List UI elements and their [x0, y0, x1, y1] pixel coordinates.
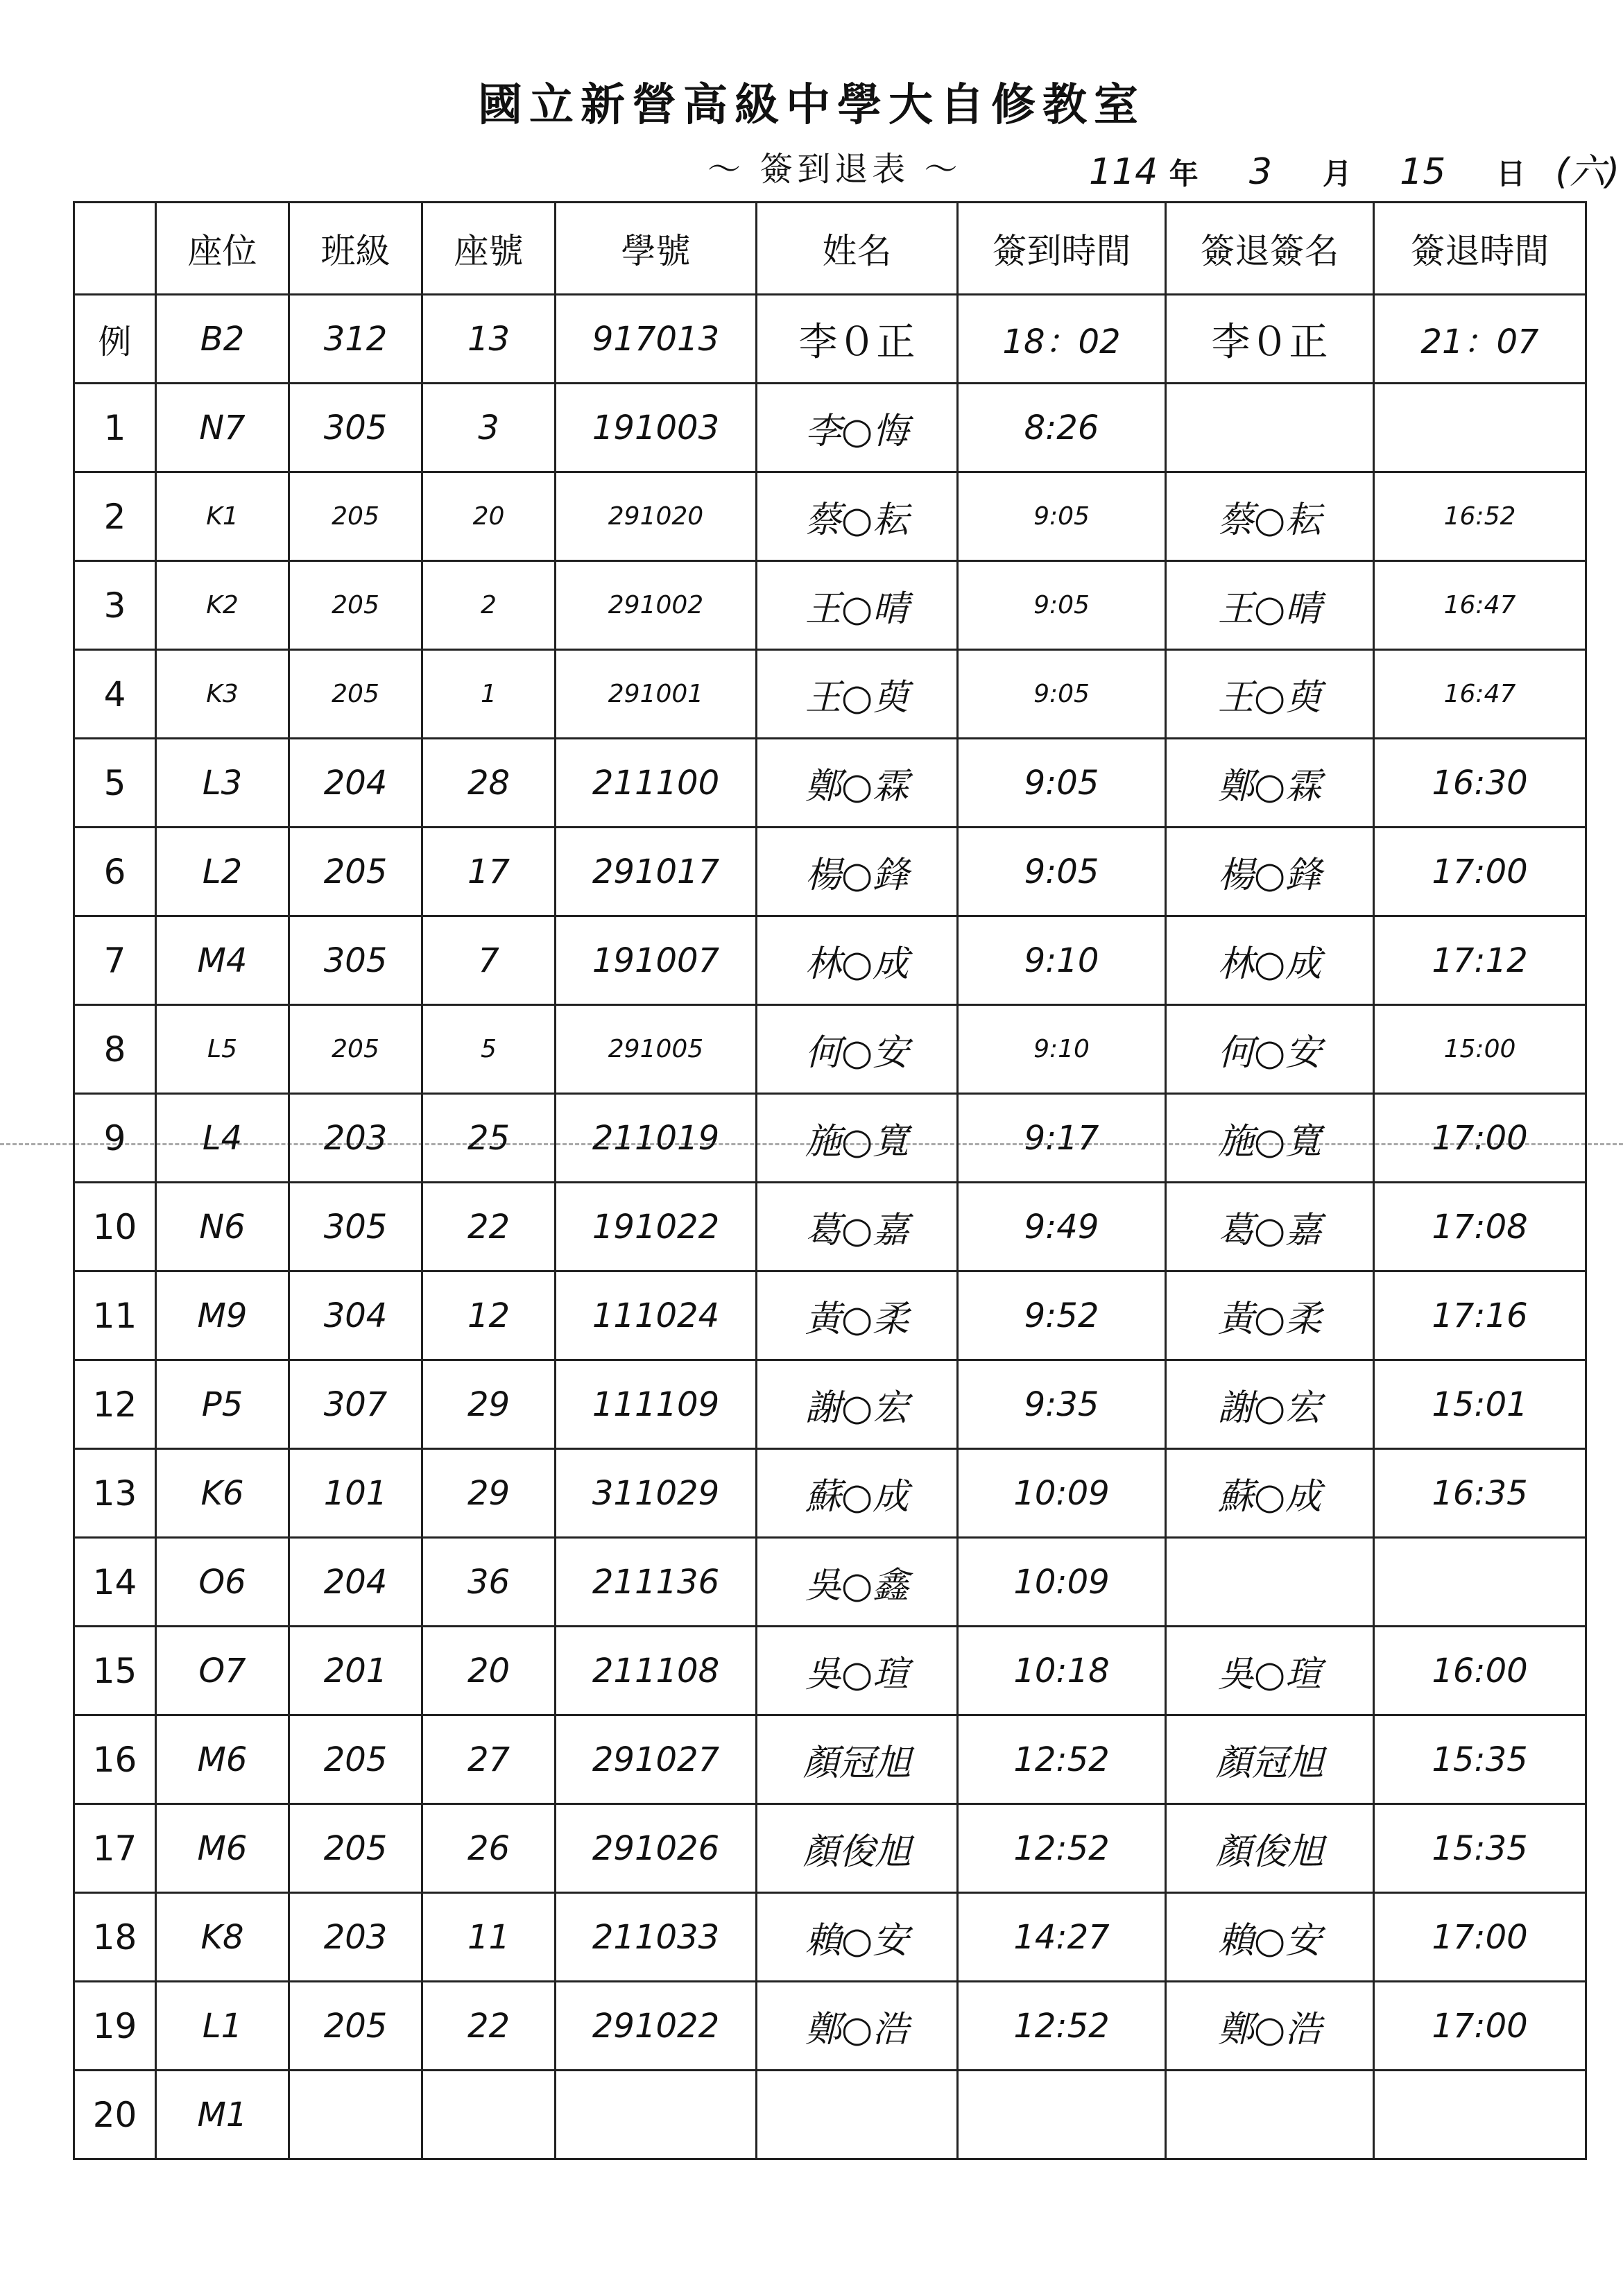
signin-table	[73, 201, 1587, 2160]
name-signature: 吳○瑄	[757, 1627, 958, 1715]
table-row	[74, 1271, 1586, 1360]
checkin-time-cell: 10:09	[958, 1538, 1166, 1627]
checkout-signature: 楊○鋒	[1166, 828, 1374, 916]
seat-cell: M1	[156, 2071, 289, 2159]
table-row	[74, 916, 1586, 1005]
student-id-cell: 311029	[556, 1449, 757, 1538]
checkout-signature: 顏俊旭	[1166, 1804, 1374, 1893]
name-signature: 何○安	[757, 1005, 958, 1094]
example-seat: B2	[156, 295, 289, 384]
table-row	[74, 1982, 1586, 2071]
seat-number-cell: 2	[422, 561, 556, 650]
checkout-signature: 葛○嘉	[1166, 1183, 1374, 1271]
date-month: 3	[1248, 151, 1272, 193]
checkout-signature: 賴○安	[1166, 1893, 1374, 1982]
student-id-cell: 291022	[556, 1982, 757, 2071]
checkout-signature: 王○晴	[1166, 561, 1374, 650]
class-cell: 305	[289, 384, 422, 472]
checkout-time-cell	[1374, 2071, 1586, 2159]
student-id-cell: 291005	[556, 1005, 757, 1094]
checkin-time-cell: 9:49	[958, 1183, 1166, 1271]
name-signature: 顏冠旭	[757, 1715, 958, 1804]
seat-cell: K8	[156, 1893, 289, 1982]
seat-cell: L3	[156, 739, 289, 828]
row-index: 13	[74, 1449, 156, 1538]
col-class-header: 班級	[289, 203, 422, 295]
checkout-signature: 黃○柔	[1166, 1271, 1374, 1360]
student-id-cell: 291026	[556, 1804, 757, 1893]
checkout-time-cell: 16:35	[1374, 1449, 1586, 1538]
checkout-signature: 林○成	[1166, 916, 1374, 1005]
student-id-cell: 191003	[556, 384, 757, 472]
checkout-time-cell: 17:00	[1374, 1982, 1586, 2071]
class-cell: 204	[289, 739, 422, 828]
table-row	[74, 1449, 1586, 1538]
name-signature: 吳○鑫	[757, 1538, 958, 1627]
checkout-time-cell: 16:30	[1374, 739, 1586, 828]
seat-number-cell: 12	[422, 1271, 556, 1360]
table-row	[74, 1094, 1586, 1183]
date-day-label: 日	[1496, 157, 1526, 191]
checkout-signature	[1166, 1538, 1374, 1627]
checkout-signature: 蘇○成	[1166, 1449, 1374, 1538]
example-row	[74, 295, 1586, 384]
class-cell: 205	[289, 1715, 422, 1804]
row-index: 7	[74, 916, 156, 1005]
class-cell: 307	[289, 1360, 422, 1449]
row-index: 18	[74, 1893, 156, 1982]
col-name-header: 姓名	[757, 203, 958, 295]
student-id-cell: 211033	[556, 1893, 757, 1982]
table-row	[74, 1005, 1586, 1094]
date-weekday: (六)	[1555, 151, 1620, 193]
checkout-time-cell: 17:16	[1374, 1271, 1586, 1360]
checkout-signature: 吳○瑄	[1166, 1627, 1374, 1715]
checkout-signature: 蔡○耘	[1166, 472, 1374, 561]
seat-number-cell: 5	[422, 1005, 556, 1094]
checkout-time-cell: 16:00	[1374, 1627, 1586, 1715]
class-cell: 205	[289, 1982, 422, 2071]
class-cell: 205	[289, 650, 422, 739]
checkin-time-cell: 12:52	[958, 1982, 1166, 2071]
class-cell	[289, 2071, 422, 2159]
checkin-time-cell: 12:52	[958, 1804, 1166, 1893]
seat-number-cell: 36	[422, 1538, 556, 1627]
row-index: 4	[74, 650, 156, 739]
table-row	[74, 2071, 1586, 2159]
checkout-signature	[1166, 2071, 1374, 2159]
seat-cell: M6	[156, 1804, 289, 1893]
student-id-cell: 111109	[556, 1360, 757, 1449]
checkin-time-cell: 9:52	[958, 1271, 1166, 1360]
checkin-time-cell	[958, 2071, 1166, 2159]
date-year: 114	[1089, 151, 1158, 193]
seat-number-cell: 11	[422, 1893, 556, 1982]
student-id-cell	[556, 2071, 757, 2159]
example-checkin: 18：02	[958, 295, 1166, 384]
student-id-cell: 291001	[556, 650, 757, 739]
checkin-time-cell: 9:05	[958, 561, 1166, 650]
table-row	[74, 1804, 1586, 1893]
form-title: 國立新營高級中學大自修教室	[478, 79, 1145, 131]
name-signature: 黃○柔	[757, 1271, 958, 1360]
row-index: 5	[74, 739, 156, 828]
example-checkout: 21：07	[1374, 295, 1586, 384]
checkout-time-cell: 15:00	[1374, 1005, 1586, 1094]
checkout-signature: 鄭○霖	[1166, 739, 1374, 828]
table-row	[74, 1715, 1586, 1804]
table-row	[74, 1627, 1586, 1715]
class-cell: 203	[289, 1094, 422, 1183]
date-line	[1089, 142, 1620, 194]
row-index: 12	[74, 1360, 156, 1449]
student-id-cell: 211136	[556, 1538, 757, 1627]
seat-cell: K1	[156, 472, 289, 561]
seat-number-cell: 29	[422, 1449, 556, 1538]
seat-cell: P5	[156, 1360, 289, 1449]
student-id-cell: 291002	[556, 561, 757, 650]
seat-cell: K3	[156, 650, 289, 739]
row-index: 8	[74, 1005, 156, 1094]
class-cell: 205	[289, 828, 422, 916]
checkin-time-cell: 9:17	[958, 1094, 1166, 1183]
table-row	[74, 828, 1586, 916]
seat-number-cell: 20	[422, 472, 556, 561]
name-signature: 蘇○成	[757, 1449, 958, 1538]
student-id-cell: 191007	[556, 916, 757, 1005]
checkout-time-cell	[1374, 1538, 1586, 1627]
class-cell: 205	[289, 1804, 422, 1893]
class-cell: 101	[289, 1449, 422, 1538]
row-index: 11	[74, 1271, 156, 1360]
col-checkout-header: 簽退時間	[1374, 203, 1586, 295]
seat-number-cell: 28	[422, 739, 556, 828]
seat-number-cell: 1	[422, 650, 556, 739]
example-checkout-sign: 李０正	[1166, 295, 1374, 384]
seat-number-cell: 27	[422, 1715, 556, 1804]
seat-cell: N6	[156, 1183, 289, 1271]
student-id-cell: 291027	[556, 1715, 757, 1804]
class-cell: 304	[289, 1271, 422, 1360]
seat-cell: N7	[156, 384, 289, 472]
date-year-label: 年	[1169, 157, 1199, 191]
seat-cell: K6	[156, 1449, 289, 1538]
col-number-header: 座號	[422, 203, 556, 295]
class-cell: 305	[289, 916, 422, 1005]
checkin-time-cell: 9:35	[958, 1360, 1166, 1449]
checkout-time-cell: 17:08	[1374, 1183, 1586, 1271]
seat-cell: M6	[156, 1715, 289, 1804]
row-index: 10	[74, 1183, 156, 1271]
table-row	[74, 1538, 1586, 1627]
student-id-cell: 191022	[556, 1183, 757, 1271]
class-cell: 204	[289, 1538, 422, 1627]
checkout-signature: 施○寬	[1166, 1094, 1374, 1183]
seat-cell: O7	[156, 1627, 289, 1715]
checkout-time-cell: 16:47	[1374, 561, 1586, 650]
name-signature: 蔡○耘	[757, 472, 958, 561]
col-student-id-header: 學號	[556, 203, 757, 295]
name-signature: 賴○安	[757, 1893, 958, 1982]
example-class: 312	[289, 295, 422, 384]
class-cell: 201	[289, 1627, 422, 1715]
checkout-time-cell: 17:00	[1374, 1094, 1586, 1183]
name-signature: 林○成	[757, 916, 958, 1005]
seat-number-cell: 7	[422, 916, 556, 1005]
seat-cell: L4	[156, 1094, 289, 1183]
checkin-time-cell: 9:05	[958, 828, 1166, 916]
checkout-time-cell: 16:52	[1374, 472, 1586, 561]
seat-number-cell: 22	[422, 1982, 556, 2071]
table-row	[74, 472, 1586, 561]
table-row	[74, 384, 1586, 472]
checkout-time-cell: 16:47	[1374, 650, 1586, 739]
name-signature: 李○悔	[757, 384, 958, 472]
col-checkout-sign-header: 簽退簽名	[1166, 203, 1374, 295]
header-row	[74, 203, 1586, 295]
seat-cell: M9	[156, 1271, 289, 1360]
date-month-label: 月	[1323, 157, 1352, 191]
checkout-time-cell	[1374, 384, 1586, 472]
example-name: 李０正	[757, 295, 958, 384]
student-id-cell: 211108	[556, 1627, 757, 1715]
name-signature: 王○萸	[757, 650, 958, 739]
table-row	[74, 1893, 1586, 1982]
checkin-time-cell: 9:05	[958, 650, 1166, 739]
row-index: 16	[74, 1715, 156, 1804]
name-signature: 顏俊旭	[757, 1804, 958, 1893]
checkout-signature: 鄭○浩	[1166, 1982, 1374, 2071]
seat-number-cell: 20	[422, 1627, 556, 1715]
row-index: 2	[74, 472, 156, 561]
seat-number-cell: 29	[422, 1360, 556, 1449]
checkout-signature	[1166, 384, 1374, 472]
checkin-time-cell: 9:10	[958, 916, 1166, 1005]
checkout-signature: 顏冠旭	[1166, 1715, 1374, 1804]
row-index: 9	[74, 1094, 156, 1183]
student-id-cell: 211019	[556, 1094, 757, 1183]
checkin-time-cell: 9:05	[958, 739, 1166, 828]
student-id-cell: 291020	[556, 472, 757, 561]
class-cell: 205	[289, 561, 422, 650]
checkout-time-cell: 17:00	[1374, 828, 1586, 916]
table-row	[74, 739, 1586, 828]
checkout-time-cell: 17:00	[1374, 1893, 1586, 1982]
checkin-time-cell: 8:26	[958, 384, 1166, 472]
name-signature	[757, 2071, 958, 2159]
table-row	[74, 1360, 1586, 1449]
checkin-time-cell: 9:10	[958, 1005, 1166, 1094]
row-index: 6	[74, 828, 156, 916]
name-signature: 葛○嘉	[757, 1183, 958, 1271]
seat-number-cell: 3	[422, 384, 556, 472]
checkin-time-cell: 9:05	[958, 472, 1166, 561]
name-signature: 鄭○霖	[757, 739, 958, 828]
table-row	[74, 650, 1586, 739]
name-signature: 王○晴	[757, 561, 958, 650]
checkout-time-cell: 15:01	[1374, 1360, 1586, 1449]
row-index: 17	[74, 1804, 156, 1893]
checkout-time-cell: 15:35	[1374, 1715, 1586, 1804]
table-row	[74, 561, 1586, 650]
seat-number-cell	[422, 2071, 556, 2159]
name-signature: 施○寬	[757, 1094, 958, 1183]
class-cell: 205	[289, 1005, 422, 1094]
class-cell: 305	[289, 1183, 422, 1271]
student-id-cell: 291017	[556, 828, 757, 916]
example-number: 13	[422, 295, 556, 384]
row-index: 14	[74, 1538, 156, 1627]
form-subtitle: ～ 簽到退表 ～	[707, 150, 962, 189]
col-seat-header: 座位	[156, 203, 289, 295]
checkin-time-cell: 14:27	[958, 1893, 1166, 1982]
seat-cell: L2	[156, 828, 289, 916]
checkout-time-cell: 15:35	[1374, 1804, 1586, 1893]
checkout-time-cell: 17:12	[1374, 916, 1586, 1005]
seat-cell: L5	[156, 1005, 289, 1094]
example-student-id: 917013	[556, 295, 757, 384]
checkout-signature: 何○安	[1166, 1005, 1374, 1094]
checkout-signature: 王○萸	[1166, 650, 1374, 739]
seat-number-cell: 26	[422, 1804, 556, 1893]
row-index: 20	[74, 2071, 156, 2159]
checkout-signature: 謝○宏	[1166, 1360, 1374, 1449]
checkin-time-cell: 12:52	[958, 1715, 1166, 1804]
seat-number-cell: 17	[422, 828, 556, 916]
seat-number-cell: 22	[422, 1183, 556, 1271]
col-checkin-header: 簽到時間	[958, 203, 1166, 295]
row-index: 19	[74, 1982, 156, 2071]
checkin-time-cell: 10:09	[958, 1449, 1166, 1538]
seat-cell: M4	[156, 916, 289, 1005]
checkin-time-cell: 10:18	[958, 1627, 1166, 1715]
row-index: 15	[74, 1627, 156, 1715]
class-cell: 205	[289, 472, 422, 561]
name-signature: 楊○鋒	[757, 828, 958, 916]
seat-cell: L1	[156, 1982, 289, 2071]
seat-cell: K2	[156, 561, 289, 650]
col-index-header	[74, 203, 156, 295]
name-signature: 鄭○浩	[757, 1982, 958, 2071]
student-id-cell: 211100	[556, 739, 757, 828]
seat-number-cell: 25	[422, 1094, 556, 1183]
seat-cell: O6	[156, 1538, 289, 1627]
row-index: 1	[74, 384, 156, 472]
table-row	[74, 1183, 1586, 1271]
row-index: 3	[74, 561, 156, 650]
class-cell: 203	[289, 1893, 422, 1982]
date-day: 15	[1400, 151, 1446, 193]
name-signature: 謝○宏	[757, 1360, 958, 1449]
example-index: 例	[74, 295, 156, 384]
student-id-cell: 111024	[556, 1271, 757, 1360]
